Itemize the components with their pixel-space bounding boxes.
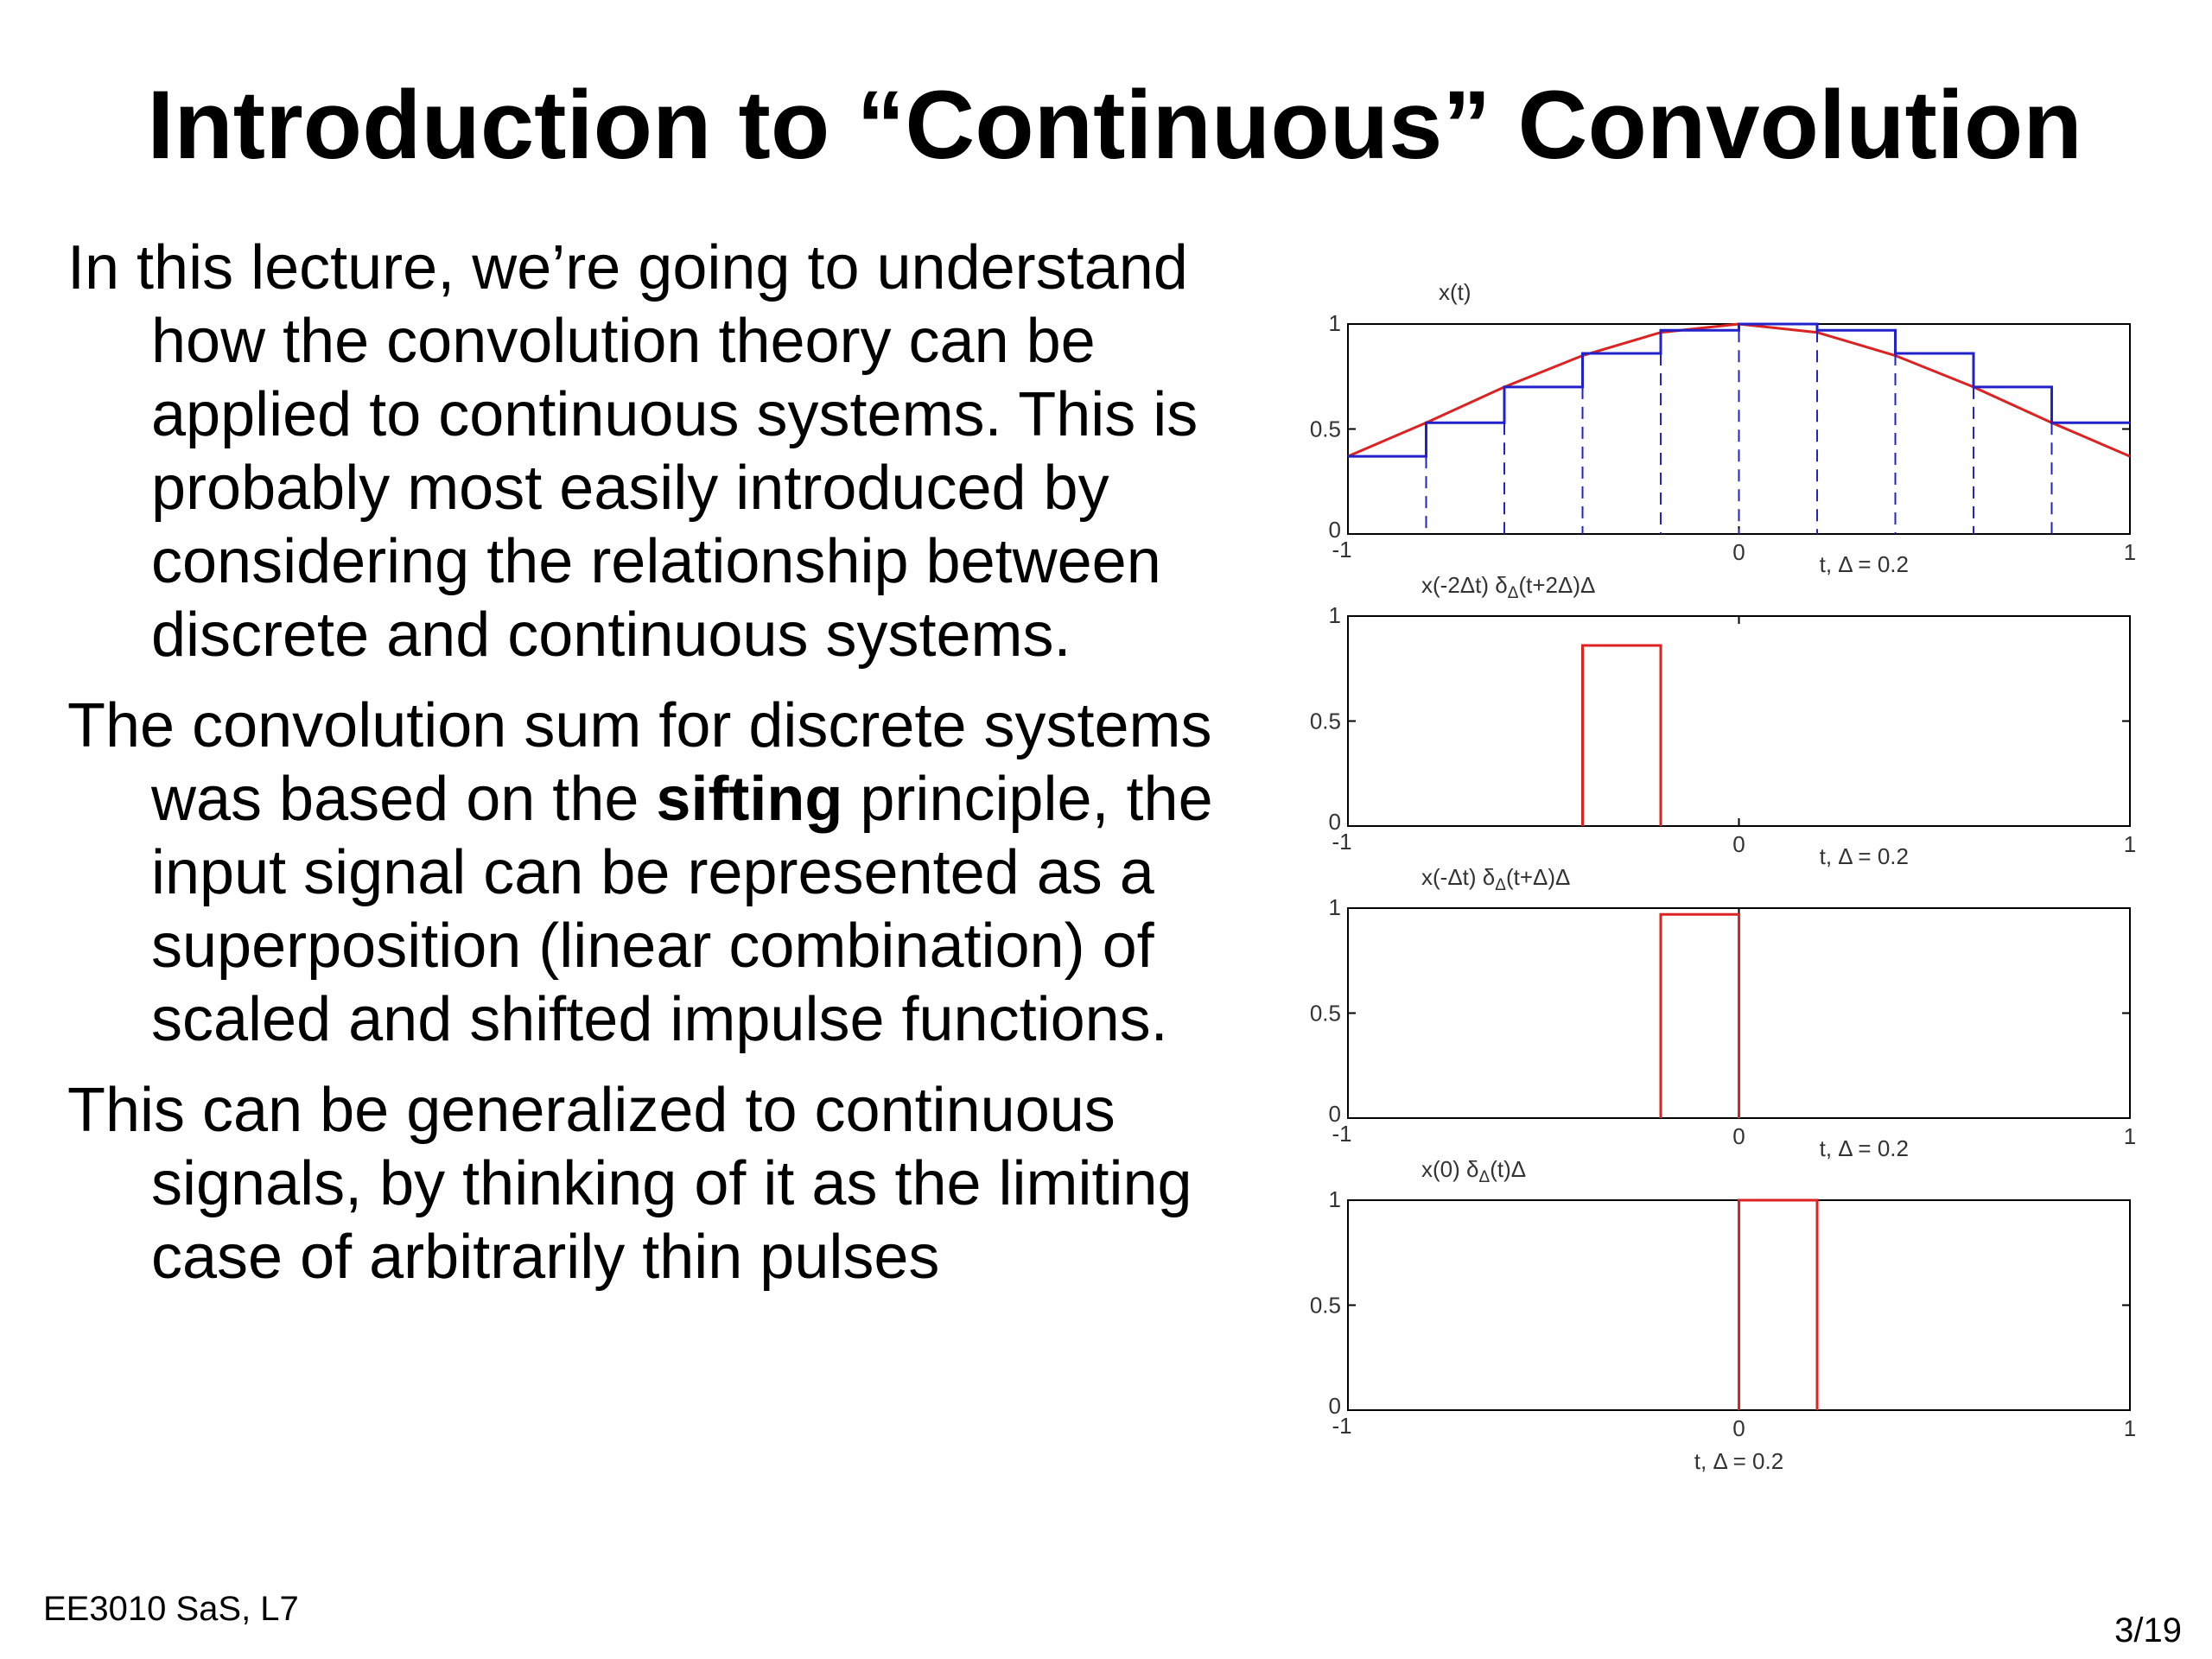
x-tick-label: 1 bbox=[2123, 1123, 2137, 1149]
chart-title bbox=[1421, 1156, 1526, 1186]
shifted-pulse bbox=[1583, 645, 1662, 826]
title-part: (t)Δ bbox=[1490, 1156, 1527, 1182]
x-tick-label: 1 bbox=[2123, 539, 2137, 565]
footer-page-number: 3/19 bbox=[2114, 1611, 2182, 1649]
bullet-list bbox=[67, 232, 1260, 1312]
x-tick-label: 1 bbox=[2123, 1415, 2137, 1441]
x-axis-label: t, Δ = 0.2 bbox=[1694, 1448, 1784, 1474]
x-tick-label: 0 bbox=[1732, 831, 1745, 857]
x-tick-label: -1 bbox=[1332, 1413, 1352, 1439]
chart-title bbox=[1421, 864, 1570, 894]
chart-panel-4 bbox=[1310, 1156, 2136, 1474]
bullet-paragraph bbox=[67, 1074, 1260, 1294]
x-tick-label: -1 bbox=[1332, 537, 1352, 563]
y-tick-label: 0.5 bbox=[1309, 1292, 1341, 1319]
y-tick-label: 0.5 bbox=[1309, 1000, 1341, 1027]
x-axis-label: t, Δ = 0.2 bbox=[1819, 1135, 1909, 1161]
title-part: (t+Δ)Δ bbox=[1505, 864, 1571, 890]
title-part: x(0) δ bbox=[1421, 1156, 1479, 1182]
y-tick-label: 0 bbox=[1328, 1393, 1341, 1419]
shifted-pulse bbox=[1739, 1200, 1818, 1410]
y-tick-label: 0.5 bbox=[1309, 416, 1341, 442]
title-part: (t+2Δ)Δ bbox=[1518, 572, 1596, 598]
bullet-paragraph bbox=[67, 232, 1260, 672]
bullet-paragraph bbox=[67, 690, 1260, 1057]
title-part: x(-2Δt) δ bbox=[1421, 572, 1508, 598]
chart-title: x(t) bbox=[1439, 279, 1471, 305]
title-part: x(-Δt) δ bbox=[1421, 864, 1496, 890]
y-tick-label: 1 bbox=[1328, 894, 1341, 920]
x-axis-label: t, Δ = 0.2 bbox=[1819, 843, 1909, 869]
x-axis-label: t, Δ = 0.2 bbox=[1819, 551, 1909, 577]
y-tick-label: 1 bbox=[1328, 602, 1341, 628]
x-tick-label: 0 bbox=[1732, 1123, 1745, 1149]
y-tick-label: 0 bbox=[1328, 809, 1341, 835]
slide-title: Introduction to “Continuous” Convolution bbox=[147, 71, 2082, 179]
paragraph-text: principle, the input signal can be represented as a superposition (linear combination) of scaled and shifted impulse functions. bbox=[151, 765, 1213, 1054]
paragraph-text: This can be generalized to continuous signals, by thinking of it as the limiting case of arbitrarily thin pulses bbox=[67, 1076, 1192, 1292]
subscript: Δ bbox=[1507, 583, 1519, 602]
bold-term: sifting bbox=[656, 765, 843, 834]
y-tick-label: 1 bbox=[1328, 310, 1341, 336]
x-tick-label: 0 bbox=[1732, 1415, 1745, 1441]
y-tick-label: 1 bbox=[1328, 1186, 1341, 1212]
x-tick-label: 0 bbox=[1732, 539, 1745, 565]
shifted-pulse bbox=[1661, 914, 1739, 1118]
paragraph-text: In this lecture, we’re going to understand how the convolution theory can be applied to continuous systems. This is probably most easily introduced by considering the relationship between discrete and continuous systems. bbox=[67, 233, 1198, 670]
subscript: Δ bbox=[1478, 1167, 1491, 1186]
y-tick-label: 0 bbox=[1328, 517, 1341, 543]
y-tick-label: 0 bbox=[1328, 1101, 1341, 1127]
footer-course-label: EE3010 SaS, L7 bbox=[43, 1590, 299, 1628]
chart-title bbox=[1421, 572, 1595, 602]
convolution-figure bbox=[1279, 259, 2195, 1503]
plot-frame bbox=[1348, 616, 2130, 826]
y-tick-label: 0.5 bbox=[1309, 708, 1341, 734]
chart-panel-2 bbox=[1310, 572, 2136, 869]
paragraph-text: The convolution sum for discrete systems was based on the bbox=[67, 691, 1212, 834]
x-tick-label: -1 bbox=[1332, 829, 1352, 855]
x-tick-label: 1 bbox=[2123, 831, 2137, 857]
x-tick-label: -1 bbox=[1332, 1121, 1352, 1147]
subscript: Δ bbox=[1495, 875, 1506, 894]
chart-panel-3 bbox=[1310, 864, 2136, 1161]
chart-panel-1 bbox=[1310, 279, 2136, 577]
